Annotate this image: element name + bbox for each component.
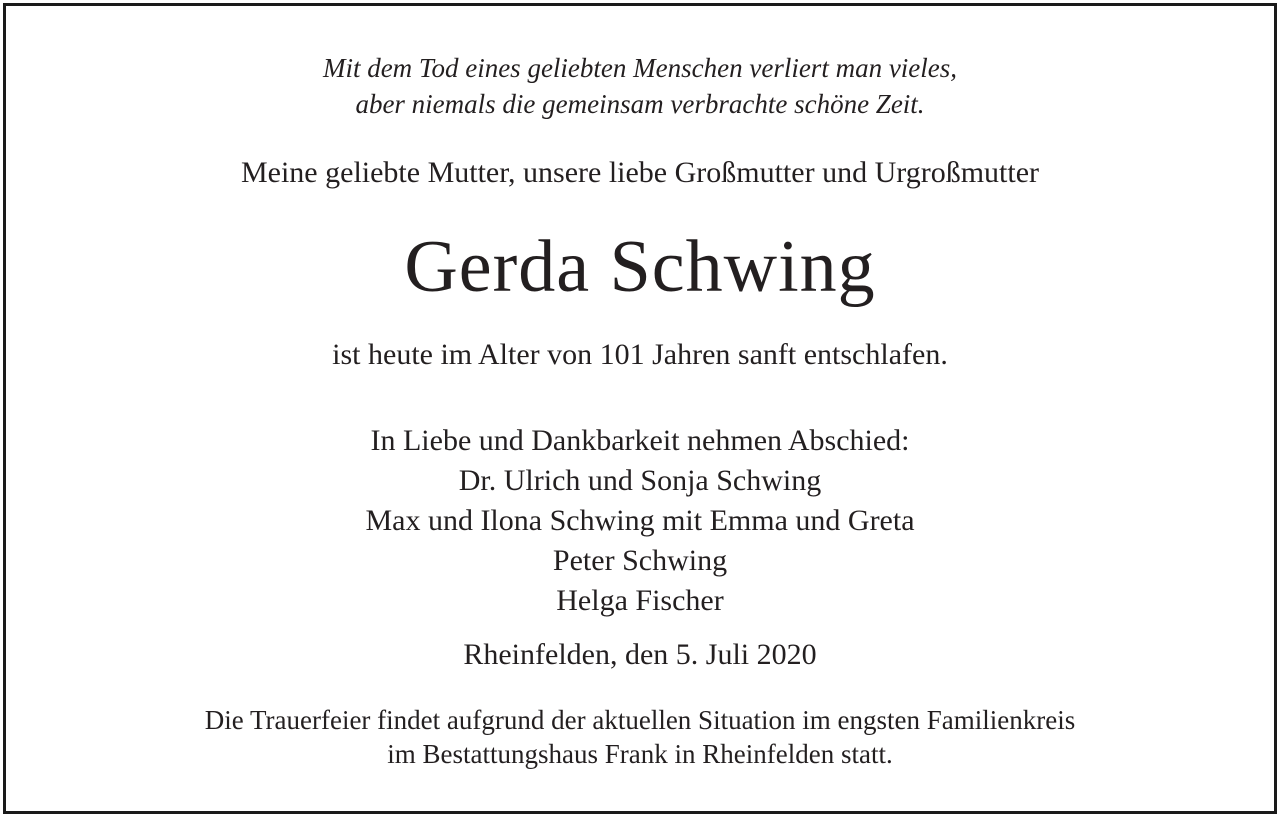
intro-text: Meine geliebte Mutter, unsere liebe Großmutter und Urgroßmutter [240,156,1040,189]
mourner-line: Dr. Ulrich und Sonja Schwing [458,464,822,497]
obituary-frame [3,3,1277,814]
deceased-name: Gerda Schwing [404,226,876,308]
mourner-line: Peter Schwing [552,544,728,577]
motto-line-2: aber niemals die gemeinsam verbrachte schöne Zeit. [355,89,925,119]
funeral-notice-line-2: im Bestattungshaus Frank in Rheinfelden statt. [387,739,893,769]
farewell-heading: In Liebe und Dankbarkeit nehmen Abschied: [370,424,910,457]
funeral-notice-line-1: Die Trauerfeier findet aufgrund der aktuellen Situation im engsten Familienkreis [204,705,1076,735]
statement-text: ist heute im Alter von 101 Jahren sanft entschlafen. [332,338,948,371]
mourner-line: Helga Fischer [556,584,724,617]
place-date: Rheinfelden, den 5. Juli 2020 [463,638,817,671]
mourner-line: Max und Ilona Schwing mit Emma und Greta [365,504,915,537]
motto-line-1: Mit dem Tod eines geliebten Menschen verliert man vieles, [322,53,958,83]
